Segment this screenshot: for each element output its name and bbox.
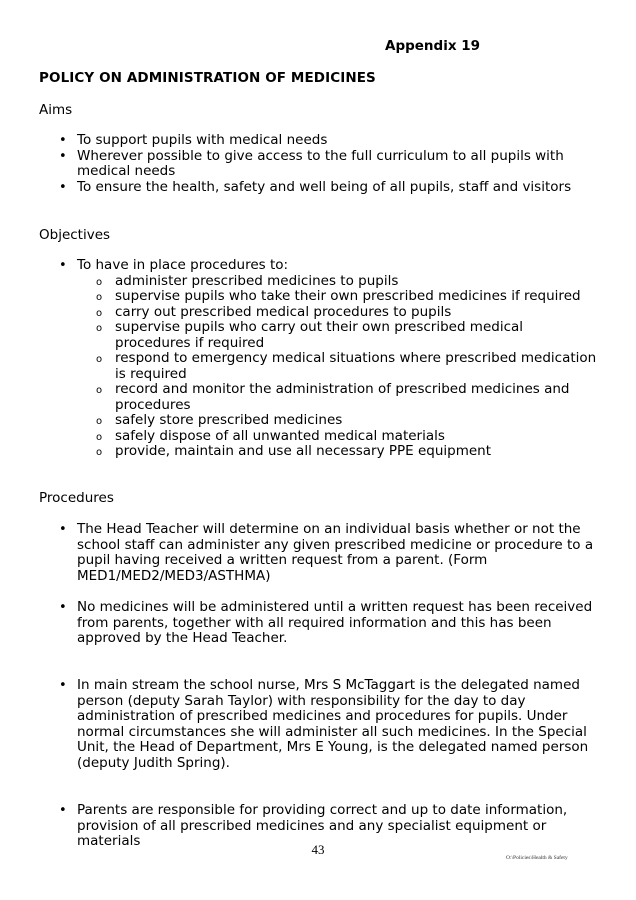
bullet-icon: •	[59, 258, 67, 273]
list-item-text: In main stream the school nurse, Mrs S McTaggart is the delegated named person (deputy Sarah Taylor) with responsibility for the day to day administration of prescribed medicines and procedures for pupils. Under normal circumstances she will administer all such medicines. In the Special Unit, the Head of Department, Mrs E Young, is the delegated named person (deputy Judith Spring).	[77, 677, 589, 771]
list-item	[0, 522, 602, 584]
bullet-icon: •	[59, 803, 67, 818]
sublist-item	[77, 429, 602, 445]
aims-list	[0, 133, 602, 195]
sublist-item	[77, 274, 602, 290]
sublist-item-text: supervise pupils who take their own prescribed medicines if required	[115, 288, 581, 304]
bullet-icon: •	[59, 179, 67, 195]
procedures-list	[0, 678, 602, 771]
procedures-list	[0, 600, 602, 647]
circle-bullet-icon: o	[96, 354, 103, 365]
sublist-item	[77, 305, 602, 321]
list-item-text: No medicines will be administered until a written request has been received from parents, together with all required information and this has been approved by the Head Teacher.	[77, 599, 593, 646]
list-item	[0, 149, 602, 180]
circle-bullet-icon: o	[96, 416, 103, 427]
sublist-item	[77, 289, 602, 305]
list-item	[0, 258, 602, 460]
bullet-icon: •	[59, 133, 67, 148]
procedures-list	[0, 522, 602, 584]
appendix-label: Appendix 19	[385, 38, 481, 54]
page-title: POLICY ON ADMINISTRATION OF MEDICINES	[39, 70, 376, 86]
procedures-heading: Procedures	[39, 490, 114, 506]
circle-bullet-icon: o	[96, 385, 103, 396]
sublist-item-text: supervise pupils who carry out their own prescribed medical procedures if required	[115, 319, 524, 351]
list-item-text: The Head Teacher will determine on an individual basis whether or not the school staff can administer any given prescribed medicine or procedure to a pupil having received a written request from a parent. (Form MED1/MED2/MED3/ASTHMA)	[77, 521, 594, 584]
circle-bullet-icon: o	[96, 276, 103, 288]
list-item-text: To ensure the health, safety and well being of all pupils, staff and visitors	[77, 178, 572, 195]
circle-bullet-icon: o	[96, 307, 103, 319]
bullet-icon: •	[59, 522, 67, 537]
page-number: 43	[311, 842, 325, 857]
footer-file-path: O:\Policies\Health & Safety	[506, 855, 568, 861]
circle-bullet-icon: o	[96, 447, 103, 458]
list-item	[0, 133, 602, 149]
bullet-icon: •	[59, 678, 67, 693]
sublist-item-text: safely dispose of all unwanted medical materials	[115, 427, 445, 444]
sublist-item	[77, 351, 602, 382]
list-item	[0, 678, 602, 771]
sublist-item-text: provide, maintain and use all necessary PPE equipment	[115, 443, 492, 459]
bullet-icon: •	[59, 148, 67, 164]
list-item-text: Parents are responsible for providing correct and up to date information, provision of all prescribed medicines and any specialist equipment or materials	[77, 802, 568, 849]
list-item-text: To have in place procedures to:	[77, 257, 289, 273]
objectives-list	[0, 258, 602, 460]
sublist-item	[77, 320, 602, 351]
sublist-item-text: administer prescribed medicines to pupils	[115, 272, 399, 289]
list-item	[0, 180, 602, 196]
list-item-text: To support pupils with medical needs	[77, 132, 328, 148]
sublist-item-text: safely store prescribed medicines	[115, 412, 343, 428]
objectives-heading: Objectives	[39, 227, 111, 243]
aims-heading: Aims	[39, 102, 73, 118]
sublist-item-text: record and monitor the administration of prescribed medicines and procedures	[115, 381, 570, 413]
circle-bullet-icon: o	[96, 323, 103, 334]
objectives-sublist	[77, 274, 602, 460]
sublist-item	[77, 413, 602, 429]
circle-bullet-icon: o	[96, 431, 103, 443]
list-item	[0, 600, 602, 647]
list-item-text: Wherever possible to give access to the full curriculum to all pupils with medical needs	[77, 147, 564, 179]
sublist-item	[77, 444, 602, 460]
bullet-icon: •	[59, 600, 67, 615]
sublist-item-text: carry out prescribed medical procedures to pupils	[115, 303, 452, 320]
sublist-item	[77, 382, 602, 413]
circle-bullet-icon: o	[96, 292, 103, 303]
sublist-item-text: respond to emergency medical situations where prescribed medication is required	[115, 350, 597, 382]
